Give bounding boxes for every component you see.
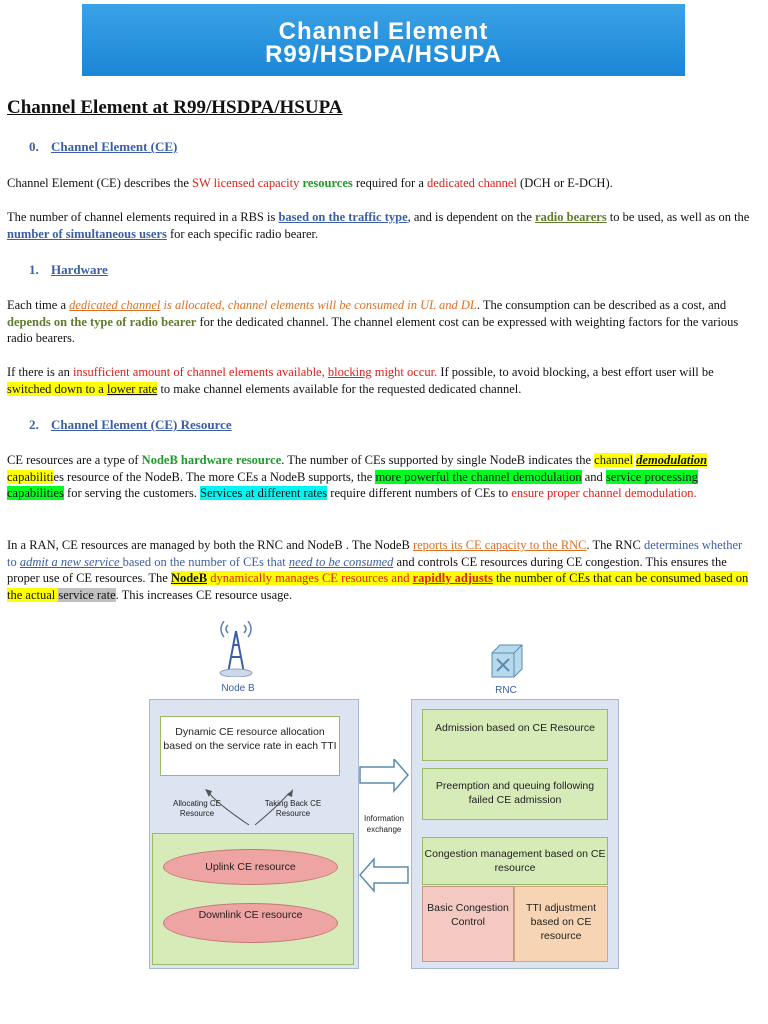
paragraph-ce-definition: Channel Element (CE) describes the SW licensed capacity resources required for a dedicated channel (DCH or E-DCH). <box>7 176 613 190</box>
information-exchange-label: Information exchange <box>363 814 405 834</box>
downlink-ce-resource: Downlink CE resource <box>163 903 338 943</box>
title-banner <box>82 4 685 76</box>
allocation-arrows <box>149 785 359 840</box>
preemption-box: Preemption and queuing following failed CE admission <box>422 768 608 820</box>
section-number: 1. <box>29 262 39 277</box>
paragraph-blocking: If there is an insufficient amount of channel elements available, blocking might occur. If possible, to avoid blocking, a best effort user will be switched down to a lower rate to make channel elements available for the requested dedicated channel. <box>7 365 714 396</box>
congestion-management-box: Congestion management based on CE resource <box>422 837 608 885</box>
allocating-ce-label: Allocating CE Resource <box>172 799 222 818</box>
paragraph-hardware: Each time a dedicated channel is allocated, channel elements will be consumed in UL and DL. The consumption can be described as a cost, and depends on the type of radio bearer for the dedicated channel. The channel element cost can be expressed with weighting factors for the various radio bearers. <box>7 298 739 345</box>
rnc-server-icon <box>488 643 524 681</box>
section-number: 0. <box>29 139 39 154</box>
section-heading-1 <box>29 262 108 278</box>
taking-back-ce-label: Taking Back CE Resource <box>264 799 322 818</box>
nodeb-label: Node B <box>221 683 255 694</box>
document-title: Channel Element at R99/HSDPA/HSUPA <box>7 97 343 118</box>
section-heading-0 <box>29 139 177 155</box>
paragraph-ce-resource: CE resources are a type of NodeB hardware resource. The number of CEs supported by single NodeB indicates the channel demodulation capabilities resource of the NodeB. The more CEs a NodeB supports, the more powerful the channel demodulation and service processing capabilities for serving the customers. Services at different rates require different numbers of CEs to ensure proper channel demodulation. <box>7 453 708 500</box>
basic-congestion-control-box: Basic Congestion Control <box>422 886 514 962</box>
section-title: Hardware <box>51 262 108 277</box>
banner-line-1: Channel Element <box>278 18 489 45</box>
banner-line-2: R99/HSDPA/HSUPA <box>265 41 502 68</box>
paragraph-ran-management: In a RAN, CE resources are managed by both the RNC and NodeB . The NodeB reports its CE capacity to the RNC. The RNC determines whether to admit a new service based on the number of CEs that need to be consumed and controls CE resources during CE congestion. This ensures the proper use of CE resources. The NodeB dynamically manages CE resources and rapidly adjusts the number of CEs that can be consumed based on the actual service rate. This increases CE resource usage. <box>7 538 749 602</box>
admission-box: Admission based on CE Resource <box>422 709 608 761</box>
paragraph-ce-number: The number of channel elements required in a RBS is based on the traffic type, and is dependent on the radio bearers to be used, as well as on the number of simultaneous users for each specific radio bearer. <box>7 210 750 241</box>
tti-adjustment-box: TTI adjustment based on CE resource <box>514 886 608 962</box>
section-heading-2 <box>29 417 232 433</box>
uplink-ce-resource: Uplink CE resource <box>163 849 338 885</box>
section-title: Channel Element (CE) <box>51 139 178 154</box>
ce-architecture-diagram <box>0 615 768 975</box>
section-number: 2. <box>29 417 39 432</box>
rnc-label: RNC <box>495 685 517 696</box>
antenna-icon <box>214 621 258 677</box>
dynamic-allocation-box: Dynamic CE resource allocation based on the service rate in each TTI <box>160 716 340 776</box>
section-title: Channel Element (CE) Resource <box>51 417 232 432</box>
